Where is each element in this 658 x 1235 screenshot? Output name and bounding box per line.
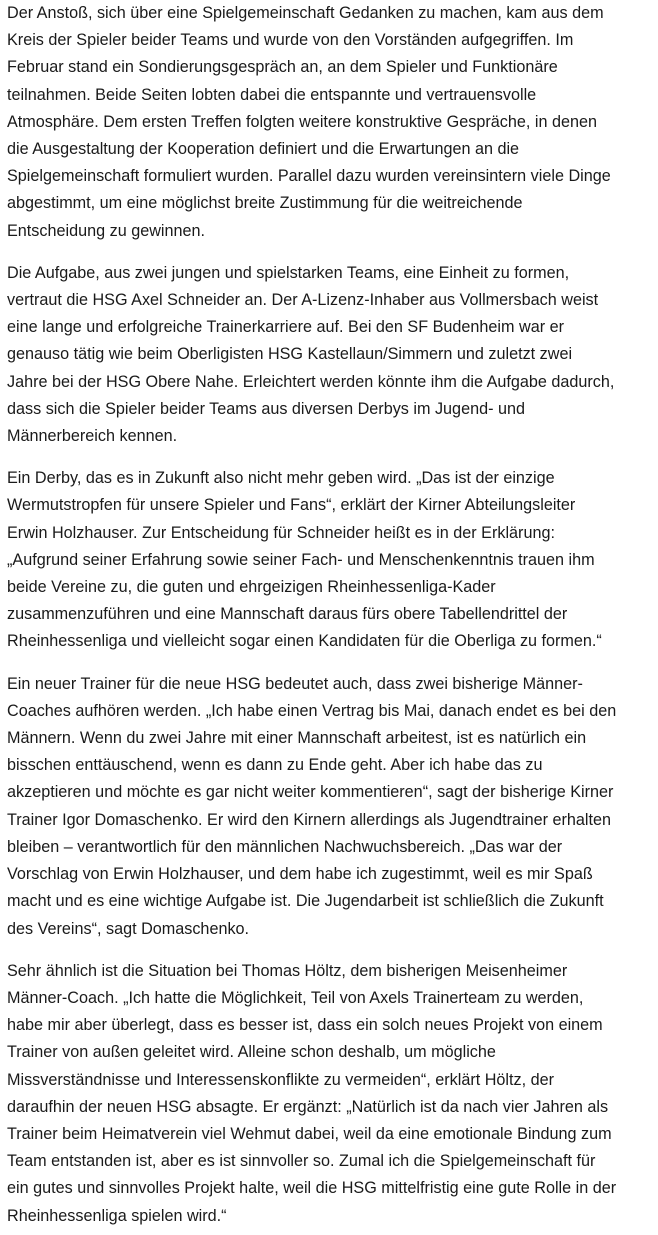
paragraph-line: macht und es eine wichtige Aufgabe ist. Die Jugendarbeit ist schließlich die Zukunft [7,892,604,911]
paragraph-line: des Vereins“, sagt Domaschenko. [7,919,250,938]
paragraph-line: Ein Derby, das es in Zukunft also nicht mehr geben wird. „Das ist der einzige [7,469,555,488]
paragraph-line: Trainer beim Heimatverein viel Wehmut dabei, weil da eine emotionale Bindung zum [7,1124,612,1143]
paragraph-line: Trainer von außen geleitet wird. Alleine schon deshalb, um mögliche [7,1043,496,1062]
paragraph-line: Männern. Wenn du zwei Jahre mit einer Mannschaft arbeitest, ist es natürlich ein [7,729,587,748]
paragraph-line: Der Anstoß, sich über eine Spielgemeinschaft Gedanken zu machen, kam aus dem [7,4,604,22]
paragraph-line: Männerbereich kennen. [7,427,178,446]
paragraph-line: Missverständnisse und Interessenskonflikte zu vermeiden“, erklärt Höltz, der [7,1070,555,1089]
paragraph-line: vertraut die HSG Axel Schneider an. Der A-Lizenz-Inhaber aus Vollmersbach weist [7,291,599,310]
paragraph-line: bleiben – verantwortlich für den männlichen Nachwuchsbereich. „Das war der [7,837,563,856]
paragraph-line: genauso tätig wie beim Oberligisten HSG Kastellaun/Simmern und zuletzt zwei [7,345,573,364]
paragraph-line: dass sich die Spieler beider Teams aus diversen Derbys im Jugend- und [7,399,525,418]
paragraph-line: Rheinhessenliga und vielleicht sogar einen Kandidaten für die Oberliga zu formen.“ [7,632,602,651]
paragraph-line: abgestimmt, um eine möglichst breite Zustimmung für die weitreichende [7,194,523,213]
paragraph-line: bisschen enttäuschend, wenn es dann zu Ende geht. Aber ich habe das zu [7,756,543,775]
paragraph-line: „Aufgrund seiner Erfahrung sowie seiner Fach- und Menschenkenntnis trauen ihm [7,550,595,569]
paragraph-line: Männer-Coach. „Ich hatte die Möglichkeit, Teil von Axels Trainerteam zu werden, [7,988,584,1007]
paragraph-line: beide Vereine zu, die guten und ehrgeizigen Rheinhessenliga-Kader [7,578,496,597]
paragraph-line: Die Aufgabe, aus zwei jungen und spielstarken Teams, eine Einheit zu formen, [7,263,570,282]
paragraph-line: zusammenzuführen und eine Mannschaft daraus fürs obere Tabellendrittel der [7,605,568,624]
paragraph-line: Spielgemeinschaft formuliert wurden. Parallel dazu wurden vereinsintern viele Dinge [7,167,611,186]
paragraph-line: akzeptieren und möchte es gar nicht weiter kommentieren“, sagt der bisherige Kirner [7,783,614,802]
paragraph-line: Coaches aufhören werden. „Ich habe einen Vertrag bis Mai, danach endet es bei den [7,701,617,720]
article-paragraph [7,465,648,655]
paragraph-line: Erwin Holzhauser. Zur Entscheidung für Schneider heißt es in der Erklärung: [7,523,555,542]
paragraph-line: Wermutstropfen für unsere Spieler und Fans“, erklärt der Kirner Abteilungsleiter [7,496,576,515]
paragraph-line: Rheinhessenliga spielen wird.“ [7,1206,227,1225]
article-paragraph [7,671,648,943]
article-paragraph [7,260,648,450]
article-paragraph [7,0,648,245]
paragraph-line: Jahre bei der HSG Obere Nahe. Erleichtert werden könnte ihm die Aufgabe dadurch, [7,372,615,391]
paragraph-line: Atmosphäre. Dem ersten Treffen folgten weitere konstruktive Gespräche, in denen [7,112,597,131]
article-paragraph [7,958,648,1230]
paragraph-line: Team entstanden ist, aber es ist sinnvoller so. Zumal ich die Spielgemeinschaft für [7,1152,596,1171]
paragraph-line: eine lange und erfolgreiche Trainerkarriere auf. Bei den SF Budenheim war er [7,318,564,337]
paragraph-line: daraufhin der neuen HSG absagte. Er ergänzt: „Natürlich ist da nach vier Jahren als [7,1097,609,1116]
paragraph-line: Ein neuer Trainer für die neue HSG bedeutet auch, dass zwei bisherige Männer- [7,674,583,693]
paragraph-line: ein gutes und sinnvolles Projekt halte, weil die HSG mittelfristig eine gute Rolle in der [7,1179,617,1198]
paragraph-line: Entscheidung zu gewinnen. [7,221,205,240]
paragraph-line: Kreis der Spieler beider Teams und wurde von den Vorständen aufgegriffen. Im [7,31,574,50]
paragraph-line: Februar stand ein Sondierungsgespräch an, an dem Spieler und Funktionäre [7,58,558,77]
paragraph-line: die Ausgestaltung der Kooperation definiert und die Erwartungen an die [7,140,520,159]
paragraph-line: teilnahmen. Beide Seiten lobten dabei die entspannte und vertrauensvolle [7,85,537,104]
paragraph-line: habe mir aber überlegt, dass es besser ist, dass ein solch neues Projekt von einem [7,1016,603,1035]
paragraph-line: Vorschlag von Erwin Holzhauser, und dem habe ich zugestimmt, weil es mir Spaß [7,865,593,884]
paragraph-line: Sehr ähnlich ist die Situation bei Thomas Höltz, dem bisherigen Meisenheimer [7,961,568,980]
paragraph-line: Trainer Igor Domaschenko. Er wird den Kirnern allerdings als Jugendtrainer erhalten [7,810,612,829]
